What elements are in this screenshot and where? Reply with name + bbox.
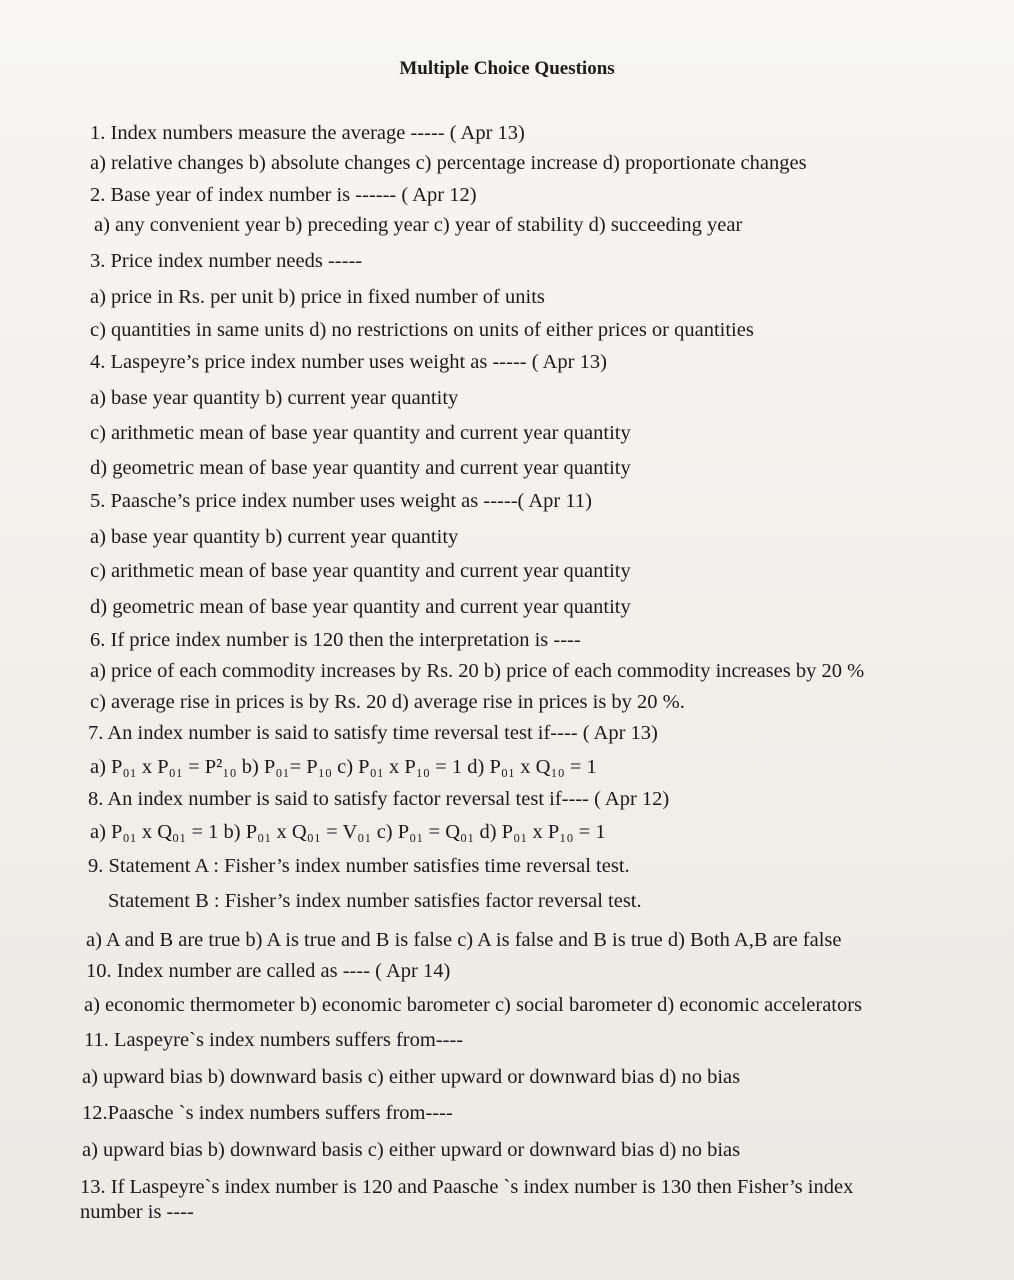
options-4-ab: a) base year quantity b) current year quantity xyxy=(90,387,459,409)
options-3-cd: c) quantities in same units d) no restrictions on units of either prices or quantities xyxy=(90,319,754,341)
question-9-statement-b: Statement B : Fisher’s index number satisfies factor reversal test. xyxy=(108,890,642,912)
question-3: 3. Price index number needs ----- xyxy=(90,250,363,272)
options-5-d: d) geometric mean of base year quantity and current year quantity xyxy=(90,596,631,618)
question-13: 13. If Laspeyre`s index number is 120 and Paasche `s index number is 130 then Fisher’s index xyxy=(80,1176,854,1198)
options-12: a) upward bias b) downward basis c) either upward or downward bias d) no bias xyxy=(82,1139,741,1161)
options-4-c: c) arithmetic mean of base year quantity and current year quantity xyxy=(90,422,631,444)
question-10: 10. Index number are called as ---- ( Apr 14) xyxy=(86,960,451,982)
options-7: a) P₀₁ x P₀₁ = P²₁₀ b) P₀₁= P₁₀ c) P₀₁ x P₁₀ = 1 d) P₀₁ x Q₁₀ = 1 xyxy=(90,756,597,778)
options-5-ab: a) base year quantity b) current year quantity xyxy=(90,526,459,548)
question-9-statement-a: 9. Statement A : Fisher’s index number satisfies time reversal test. xyxy=(88,855,630,877)
question-2: 2. Base year of index number is ------ ( Apr 12) xyxy=(90,184,477,206)
question-5: 5. Paasche’s price index number uses weight as -----( Apr 11) xyxy=(90,490,592,512)
question-13-cont: number is ---- xyxy=(80,1201,194,1223)
question-12: 12.Paasche `s index numbers suffers from---- xyxy=(82,1102,453,1124)
options-10: a) economic thermometer b) economic barometer c) social barometer d) economic accelerators xyxy=(84,994,863,1016)
question-6: 6. If price index number is 120 then the interpretation is ---- xyxy=(90,629,581,651)
question-4: 4. Laspeyre’s price index number uses weight as ----- ( Apr 13) xyxy=(90,351,607,373)
options-6-cd: c) average rise in prices is by Rs. 20 d) average rise in prices is by 20 %. xyxy=(90,691,685,713)
options-2: a) any convenient year b) preceding year c) year of stability d) succeeding year xyxy=(94,214,743,236)
options-11: a) upward bias b) downward basis c) either upward or downward bias d) no bias xyxy=(82,1066,741,1088)
question-11: 11. Laspeyre`s index numbers suffers from---- xyxy=(84,1029,464,1051)
question-1: 1. Index numbers measure the average ----- ( Apr 13) xyxy=(90,122,525,144)
options-1: a) relative changes b) absolute changes c) percentage increase d) proportionate changes xyxy=(90,152,807,174)
question-7: 7. An index number is said to satisfy time reversal test if---- ( Apr 13) xyxy=(88,722,658,744)
question-8: 8. An index number is said to satisfy factor reversal test if---- ( Apr 12) xyxy=(88,788,670,810)
options-9: a) A and B are true b) A is true and B is false c) A is false and B is true d) Both A,B are false xyxy=(86,929,842,951)
options-4-d: d) geometric mean of base year quantity and current year quantity xyxy=(90,457,631,479)
options-6-ab: a) price of each commodity increases by Rs. 20 b) price of each commodity increases by 20 % xyxy=(90,660,865,682)
page-title: Multiple Choice Questions xyxy=(399,58,615,79)
options-8: a) P₀₁ x Q₀₁ = 1 b) P₀₁ x Q₀₁ = V₀₁ c) P₀₁ = Q₀₁ d) P₀₁ x P₁₀ = 1 xyxy=(90,821,606,843)
options-3-ab: a) price in Rs. per unit b) price in fixed number of units xyxy=(90,286,545,308)
options-5-c: c) arithmetic mean of base year quantity and current year quantity xyxy=(90,560,631,582)
